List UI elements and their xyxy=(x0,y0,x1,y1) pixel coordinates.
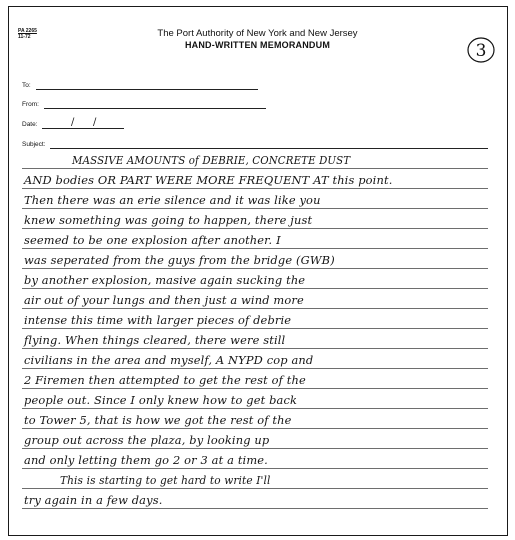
rule-line xyxy=(22,368,488,369)
rule-line xyxy=(22,208,488,209)
handwritten-line: by another explosion, masive again sucking the xyxy=(24,273,306,287)
subject-label: Subject: xyxy=(22,141,46,148)
rule-line xyxy=(22,508,488,509)
handwritten-line: 2 Firemen then attempted to get the rest of the xyxy=(24,373,306,387)
form-code: PA 2265 xyxy=(18,28,37,34)
to-field[interactable] xyxy=(36,89,258,90)
rule-line xyxy=(22,468,488,469)
rule-line xyxy=(22,488,488,489)
handwritten-line: to Tower 5, that is how we got the rest of the xyxy=(24,413,292,427)
handwritten-line: was seperated from the guys from the bridge (GWB) xyxy=(24,253,335,267)
handwritten-line: air out of your lungs and then just a wind more xyxy=(24,293,304,307)
rule-line xyxy=(22,408,488,409)
rule-line xyxy=(22,388,488,389)
date-slash-2: / xyxy=(93,117,97,128)
from-label: From: xyxy=(22,101,39,108)
from-field[interactable] xyxy=(44,108,266,109)
subject-field[interactable] xyxy=(50,148,488,149)
rule-line xyxy=(22,168,488,169)
handwritten-line: seemed to be one explosion after another. I xyxy=(24,233,281,247)
handwritten-line: flying. When things cleared, there were still xyxy=(24,333,286,347)
page-number-icon xyxy=(466,36,496,64)
rule-line xyxy=(22,288,488,289)
rule-line xyxy=(22,268,488,269)
rule-line xyxy=(22,188,488,189)
rule-line xyxy=(22,308,488,309)
to-label: To: xyxy=(22,82,31,89)
handwritten-line: civilians in the area and myself, A NYPD cop and xyxy=(24,353,314,367)
handwritten-line: knew something was going to happen, there just xyxy=(24,213,313,227)
handwritten-line: group out across the plaza, by looking up xyxy=(24,433,270,447)
date-field[interactable] xyxy=(42,128,124,129)
handwritten-line: MASSIVE AMOUNTS of DEBRIE, CONCRETE DUST xyxy=(72,153,351,167)
rule-line xyxy=(22,448,488,449)
page-number-circle xyxy=(466,36,496,64)
handwritten-line: Then there was an erie silence and it was like you xyxy=(24,193,321,207)
rule-line xyxy=(22,428,488,429)
handwritten-line: intense this time with larger pieces of debrie xyxy=(24,313,292,327)
organization-name: The Port Authority of New York and New Jersey xyxy=(157,28,358,39)
handwritten-line: try again in a few days. xyxy=(24,493,163,507)
rule-line xyxy=(22,348,488,349)
rule-line xyxy=(22,228,488,229)
date-slash-1: / xyxy=(71,117,75,128)
rule-line xyxy=(22,248,488,249)
handwritten-line: AND bodies OR PART WERE MORE FREQUENT AT this point. xyxy=(24,173,393,187)
page-number: 3 xyxy=(475,41,487,61)
date-label: Date: xyxy=(22,121,38,128)
rule-line xyxy=(22,328,488,329)
handwritten-line: and only letting them go 2 or 3 at a time. xyxy=(24,453,268,467)
handwritten-line: This is starting to get hard to write I'll xyxy=(60,473,271,487)
form-revision: 11-72 xyxy=(18,34,31,40)
handwritten-line: people out. Since I only knew how to get back xyxy=(24,393,298,407)
memo-title: HAND-WRITTEN MEMORANDUM xyxy=(184,40,331,50)
